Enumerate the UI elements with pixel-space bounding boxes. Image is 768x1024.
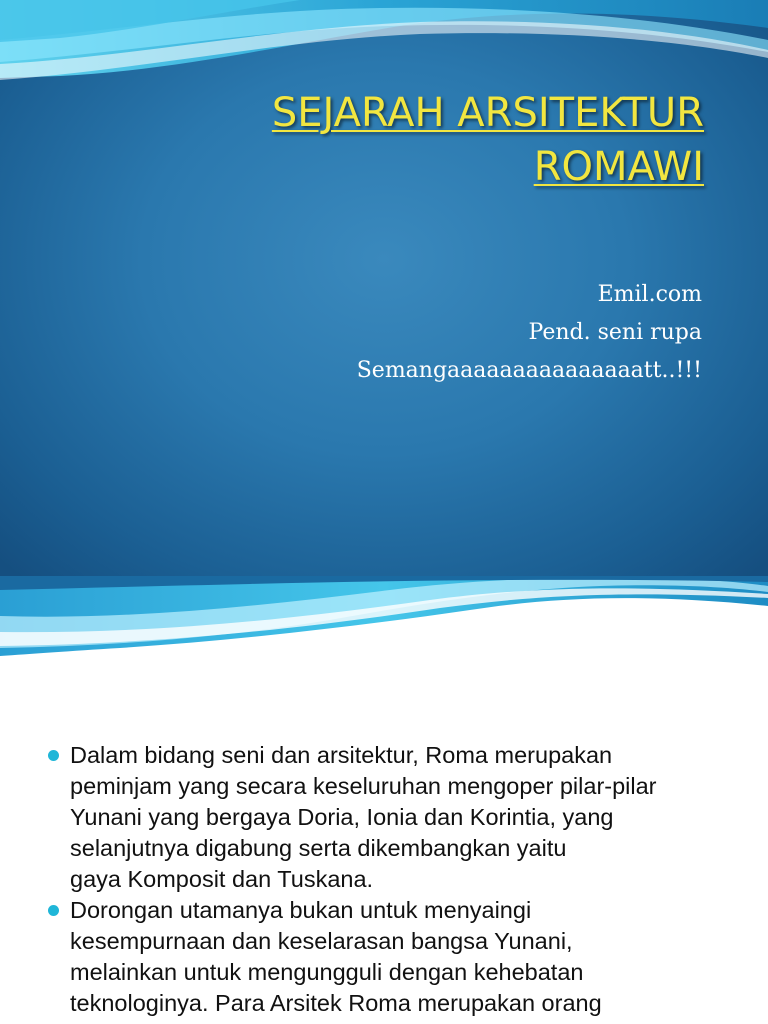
bullet-line: gaya Komposit dan Tuskana.	[70, 866, 374, 892]
bullet-item	[46, 895, 746, 1019]
bullet-dot-icon	[48, 750, 59, 761]
bullet-line: teknologinya. Para Arsitek Roma merupakan orang	[70, 990, 602, 1016]
bullet-dot-icon	[48, 905, 59, 916]
content-slide-text	[46, 740, 746, 1019]
subtitle-line-department: Pend. seni rupa	[528, 320, 702, 345]
bullet-line: Yunani yang bergaya Doria, Ionia dan Korintia, yang	[70, 804, 614, 830]
bullet-line: Dalam bidang seni dan arsitektur, Roma merupakan	[70, 742, 613, 768]
subtitle-line-slogan: Semangaaaaaaaaaaaaaaatt..!!!	[356, 358, 702, 383]
bullet-line: selanjutnya digabung serta dikembangkan yaitu	[70, 835, 567, 861]
bullet-item	[46, 740, 746, 895]
subtitle-block	[202, 276, 702, 390]
bullet-line: peminjam yang secara keseluruhan mengoper pilar-pilar	[70, 773, 657, 799]
bottom-wave-decoration	[0, 576, 768, 666]
bullet-line: Dorongan utamanya bukan untuk menyaingi	[70, 897, 532, 923]
title-line-1: SEJARAH ARSITEKTUR	[271, 90, 704, 136]
slide-title	[44, 86, 704, 194]
bullet-line: melainkan untuk mengungguli dengan kehebatan	[70, 959, 584, 985]
subtitle-line-email: Emil.com	[597, 282, 702, 307]
title-line-2: ROMAWI	[533, 144, 704, 190]
bullet-line: kesempurnaan dan keselarasan bangsa Yunani,	[70, 928, 573, 954]
